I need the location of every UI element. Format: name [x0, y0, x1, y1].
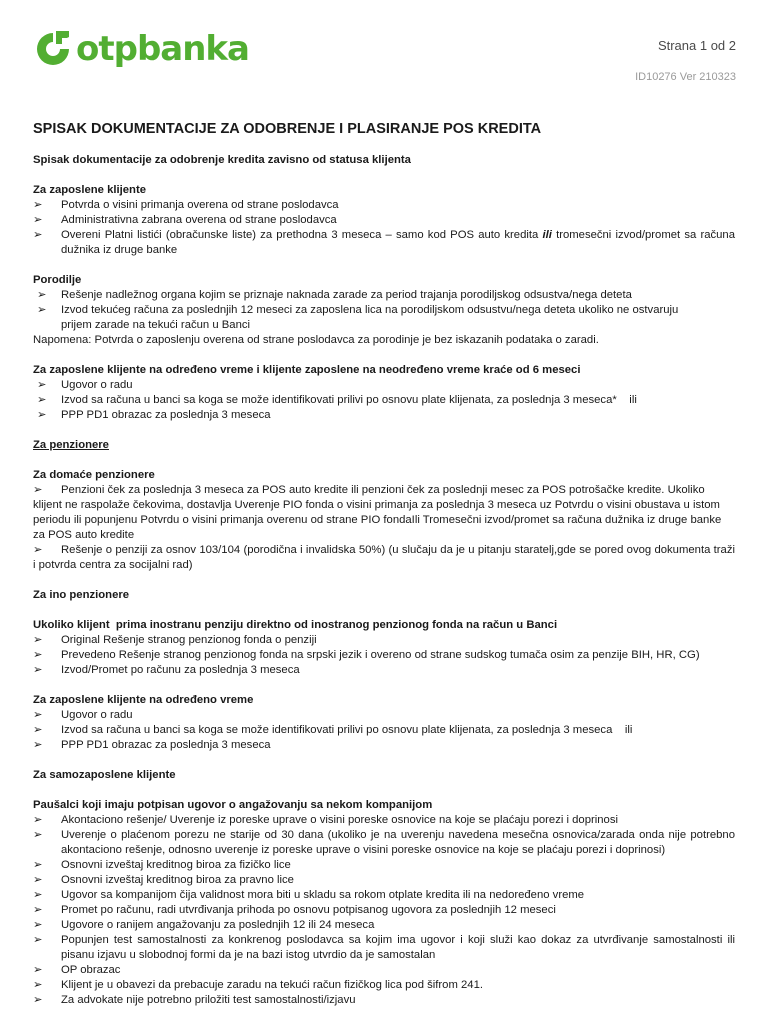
- arrow-bullet-icon: ➢: [33, 919, 43, 931]
- arrow-bullet-icon: ➢: [33, 634, 43, 646]
- list-item: ➢ Izvod sa računa u banci sa koga se može identifikovati prilivi po osnovu plate klijenata, za poslednja 3 meseca ili: [33, 724, 633, 736]
- logo-wordmark: otpbanka: [76, 29, 249, 69]
- arrow-bullet-icon: ➢: [37, 379, 47, 391]
- section-heading-foreign-pensioners: Za ino penzionere: [33, 589, 130, 601]
- list-item: ➢ Klijent je u obavezi da prebacuje zaradu na tekući račun fizičkog lica pod šifrom 241.: [33, 979, 483, 991]
- arrow-bullet-icon: ➢: [37, 409, 47, 421]
- arrow-bullet-icon: ➢: [33, 544, 43, 556]
- list-item: ➢ Prevedeno Rešenje stranog penzionog fonda na srpski jezik i overeno od strane sudskog tumača osim za penzije BIH, HR, CG): [33, 649, 700, 661]
- list-item: ➢ Izvod sa računa u banci sa koga se može identifikovati prilivi po osnovu plate klijenata, za poslednja 3 meseca* ili: [37, 394, 637, 406]
- maternity-note: Napomena: Potvrda o zaposlenju overena od strane poslodavca za porodinje je bez iskazanih podataka o zaradi.: [33, 334, 599, 346]
- list-item: ➢ Popunjen test samostalnosti za konkrenog poslodavca sa kojim ima ugovor i koji služi kao dokaz za utvrđivanje samostalnosti ili pisanu izjavu u slobodnoj formi da je na bazi istog utvrdio da je samostalan: [33, 934, 735, 961]
- arrow-bullet-icon: ➢: [33, 229, 43, 241]
- arrow-bullet-icon: ➢: [33, 484, 43, 496]
- list-item: ➢ Penzioni ček za poslednja 3 meseca za POS auto kredite ili penzioni ček za poslednji mesec za POS potrošačke kredite. Ukoliko klijent ne raspolaže čekovima, dostavlja Uverenje PIO fonda o visini primanja za poslednja 3 meseca uz Potvrdu o visini obustava u istom periodu ili popunjenu Potvrdu o visini primanja overenu od strane PIO fondaIli Tromesečni izvod/promet sa računa dužnika iz druge banke za POS auto kredite: [33, 484, 722, 541]
- list-item: ➢ Administrativna zabrana overena od strane poslodavca: [33, 214, 337, 226]
- section-heading-maternity: Porodilje: [33, 274, 82, 286]
- foreign-pensioners-subheading: Ukoliko klijent prima inostranu penziju direktno od inostranog penzionog fonda na račun u Banci: [33, 619, 558, 631]
- list-item: ➢ Osnovni izveštaj kreditnog biroa za pravno lice: [33, 874, 294, 886]
- list-item: ➢ Ugovor sa kompanijom čija validnost mora biti u skladu sa rokom otplate kredita ili na nedoređeno vreme: [33, 889, 585, 901]
- arrow-bullet-icon: ➢: [33, 199, 43, 211]
- list-item: ➢ Izvod/Promet po računu za poslednja 3 meseca: [33, 664, 300, 676]
- section-heading-employed: Za zaposlene klijente: [33, 184, 147, 196]
- section-heading-self-employed: Za samozaposlene klijente: [33, 769, 176, 781]
- self-employed-subheading: Paušalci koji imaju potpisan ugovor o angažovanju sa nekom kompanijom: [33, 799, 433, 811]
- arrow-bullet-icon: ➢: [37, 304, 47, 316]
- list-item: ➢ Potvrda o visini primanja overena od strane poslodavca: [33, 199, 339, 211]
- list-item: ➢ Ugovore o ranijem angažovanju za poslednjih 12 ili 24 meseca: [33, 919, 375, 931]
- list-item: ➢ Izvod tekućeg računa za poslednjih 12 meseci za zaposlena lica na porodiljskom odsustvu/nega deteta ukoliko ne ostvaruju prijem zarade na tekući račun u Banci: [37, 304, 679, 331]
- arrow-bullet-icon: ➢: [33, 664, 43, 676]
- list-item: ➢ Promet po računu, radi utvrđivanja prihoda po osnovu potpisanog ugovora za poslednjih 12 meseci: [33, 904, 556, 916]
- list-item: ➢ Osnovni izveštaj kreditnog biroa za fizičko lice: [33, 859, 291, 871]
- otp-logo: [32, 28, 249, 70]
- list-item: ➢ Akontaciono rešenje/ Uverenje iz poreske uprave o visini poreske osnovice na koje se plaćaju porezi i doprinosi: [33, 814, 618, 826]
- list-item: ➢ Uverenje o plaćenom porezu ne starije od 30 dana (ukoliko je na uverenju navedena mesečna osnovica/zarada onda nije potrebno akontaciono rešenje, odnosno uverenje iz poreske uprave o visini poreske osnovice na koje se plaćaju porezi i doprinosi): [33, 829, 735, 856]
- list-item: ➢ OP obrazac: [33, 964, 121, 976]
- arrow-bullet-icon: ➢: [33, 889, 43, 901]
- list-item: ➢ Rešenje o penziji za osnov 103/104 (porodična i invalidska 50%) (u slučaju da je u pitanju staratelj,gde se pored ovog dokumenta traži i potvrda centra za socijalni rad): [33, 544, 735, 571]
- section-heading-pensioners: Za penzionere: [33, 439, 109, 451]
- document-id: ID10276 Ver 210323: [635, 71, 736, 83]
- arrow-bullet-icon: ➢: [33, 859, 43, 871]
- document-content: [33, 122, 735, 1008]
- list-item: ➢ Ugovor o radu: [33, 709, 133, 721]
- list-item: ➢ Overeni Platni listići (obračunske liste) za prethodna 3 meseca – samo kod POS auto kredita ili tromesečni izvod/promet sa računa dužnika iz druge banke: [33, 229, 735, 256]
- arrow-bullet-icon: ➢: [33, 934, 43, 946]
- arrow-bullet-icon: ➢: [33, 994, 43, 1006]
- arrow-bullet-icon: ➢: [33, 739, 43, 751]
- arrow-bullet-icon: ➢: [33, 214, 43, 226]
- page-number: Strana 1 od 2: [657, 38, 736, 53]
- arrow-bullet-icon: ➢: [33, 709, 43, 721]
- otp-logo-icon: [32, 28, 74, 70]
- arrow-bullet-icon: ➢: [33, 829, 43, 841]
- list-item: ➢ PPP PD1 obrazac za poslednja 3 meseca: [33, 739, 271, 751]
- header-meta: [635, 38, 736, 83]
- arrow-bullet-icon: ➢: [33, 979, 43, 991]
- arrow-bullet-icon: ➢: [33, 964, 43, 976]
- arrow-bullet-icon: ➢: [33, 649, 43, 661]
- section-heading-domestic-pensioners: Za domaće penzionere: [33, 469, 155, 481]
- document-subtitle: Spisak dokumentacije za odobrenje kredita zavisno od statusa klijenta: [33, 154, 411, 166]
- list-item: ➢ Rešenje nadležnog organa kojim se priznaje naknada zarade za period trajanja porodiljskog odsustva/nega deteta: [37, 289, 632, 301]
- arrow-bullet-icon: ➢: [33, 904, 43, 916]
- list-item: ➢ Ugovor o radu: [37, 379, 133, 391]
- list-item: ➢ PPP PD1 obrazac za poslednja 3 meseca: [37, 409, 271, 421]
- list-item: ➢ Za advokate nije potrebno priložiti test samostalnosti/izjavu: [33, 994, 356, 1006]
- arrow-bullet-icon: ➢: [37, 394, 47, 406]
- section-heading-fixed-term-2: Za zaposlene klijente na određeno vreme: [33, 694, 254, 706]
- arrow-bullet-icon: ➢: [33, 814, 43, 826]
- document-title: SPISAK DOKUMENTACIJE ZA ODOBRENJE I PLASIRANJE POS KREDITA: [33, 121, 542, 137]
- list-item: ➢ Original Rešenje stranog penzionog fonda o penziji: [33, 634, 317, 646]
- arrow-bullet-icon: ➢: [33, 724, 43, 736]
- section-heading-fixed-term: Za zaposlene klijente na određeno vreme i klijente zaposlene na neodređeno vreme kraće od 6 meseci: [33, 364, 581, 376]
- arrow-bullet-icon: ➢: [33, 874, 43, 886]
- arrow-bullet-icon: ➢: [37, 289, 47, 301]
